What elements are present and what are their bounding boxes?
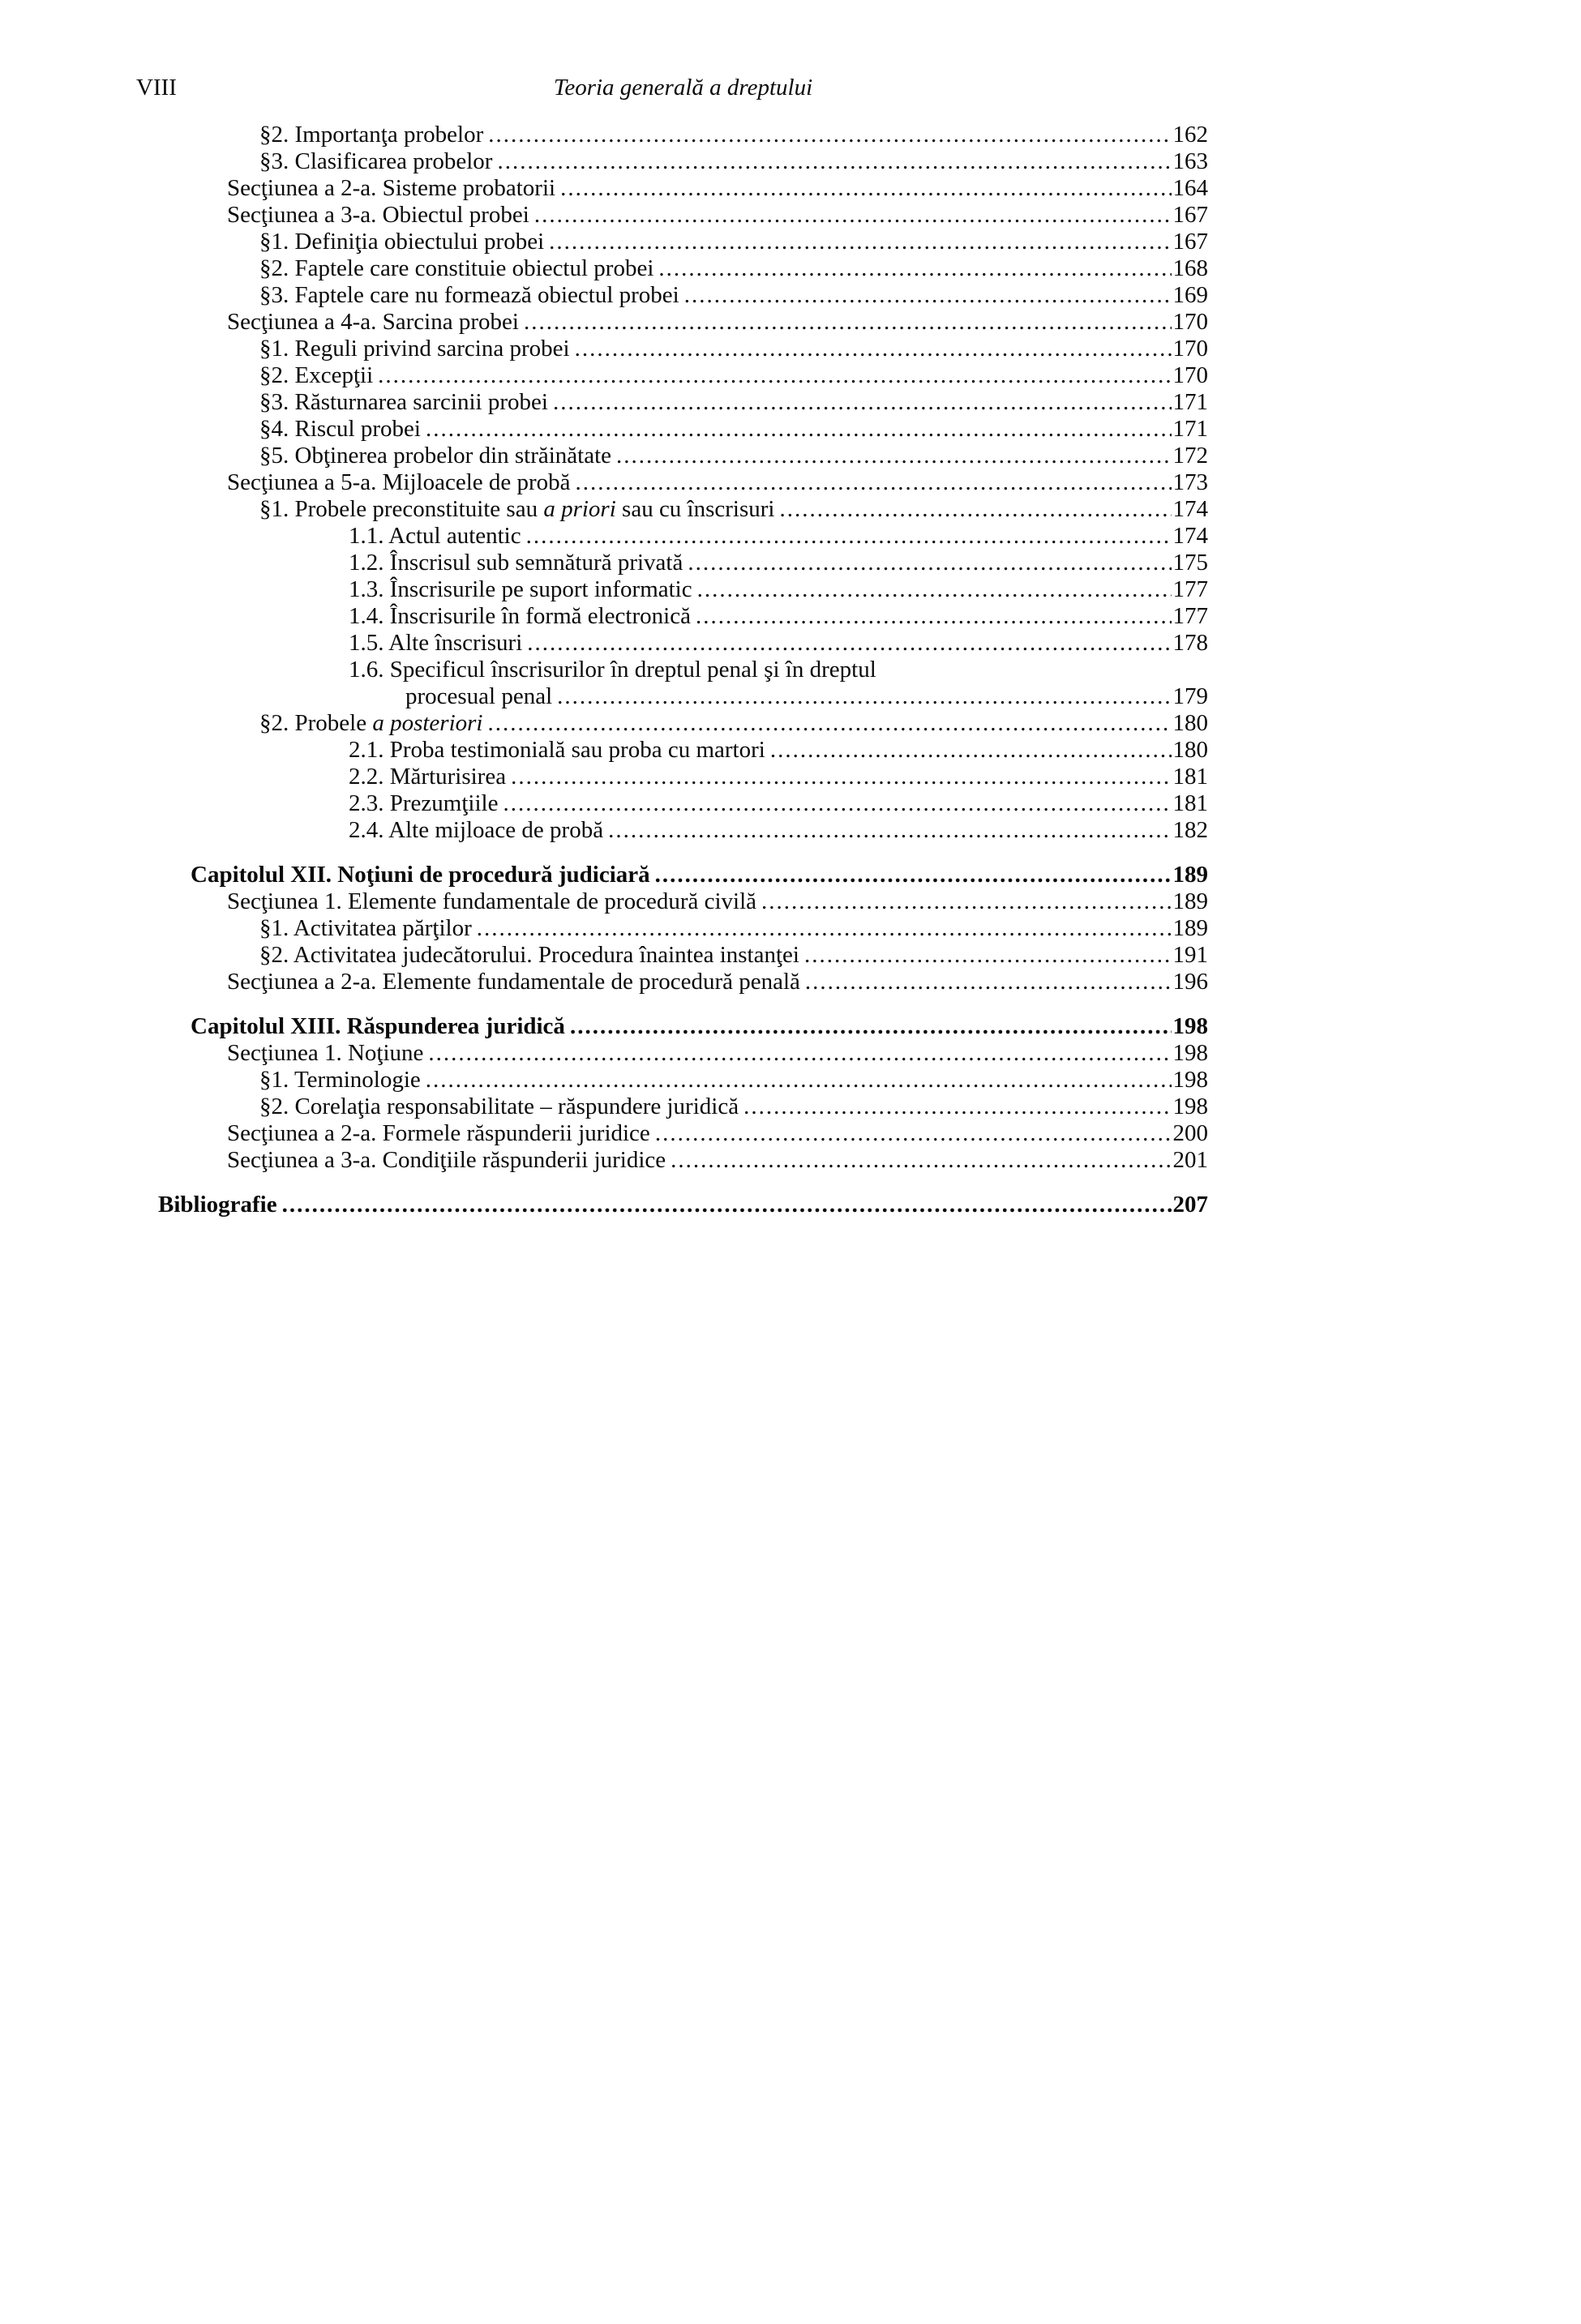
toc-page-number: 201 [1172,1147,1208,1173]
toc-leader-dots [282,1192,1172,1218]
page-header [136,75,1208,109]
toc-entry-title: 2.2. Mărturisirea [349,764,507,790]
toc-page-number: 171 [1172,389,1208,415]
toc-title-italic-segment: a posteriori [372,710,483,736]
toc-entry-title: §3. Răsturnarea sarcinii probei [259,389,548,415]
toc-entry-title: Secţiunea a 5-a. Mijloacele de probă [227,469,571,495]
toc-entry-title: §2. Corelaţia responsabilitate – răspundere juridică [259,1094,739,1119]
toc-entry [158,710,1208,737]
toc-page-number: 196 [1172,969,1208,995]
toc-leader-dots [549,229,1171,255]
toc-entry [158,737,1208,764]
toc-leader-dots [378,362,1171,389]
toc-page-number: 207 [1172,1192,1208,1218]
toc-entry-title: §3. Clasificarea probelor [259,148,493,174]
toc-entry-title: §2. Faptele care constituie obiectul probei [259,255,654,281]
toc-leader-dots [488,710,1172,737]
toc-page-number: 180 [1172,710,1208,736]
toc-entry [158,255,1208,282]
toc-leader-dots [560,175,1171,202]
toc-entry-title: Secţiunea a 2-a. Formele răspunderii juridice [227,1120,650,1146]
toc-entry [158,229,1208,255]
toc-entry-title: 1.5. Alte înscrisuri [349,630,523,656]
toc-leader-dots [805,969,1172,995]
toc-leader-dots [526,523,1172,550]
toc-page-number: 198 [1172,1013,1208,1039]
toc-entry [158,1192,1208,1218]
toc-entry-title: Secţiunea a 3-a. Obiectul probei [227,202,529,228]
toc-page-number: 189 [1172,862,1208,888]
toc-entry [158,469,1208,496]
toc-leader-dots [527,630,1171,657]
toc-page-number: 177 [1172,576,1208,602]
toc-entry-title: 1.2. Înscrisul sub semnătură privată [349,550,683,576]
toc-leader-dots [655,862,1172,888]
toc-entry-title: §2. Excepţii [259,362,374,388]
toc-leader-dots [616,443,1171,469]
toc-leader-dots [608,817,1171,844]
page-number-label: VIII [136,75,177,101]
toc-page-number: 177 [1172,603,1208,629]
toc-entry [158,630,1208,657]
toc-entry [158,362,1208,389]
toc-title-segment: sau cu înscrisuri [615,496,775,522]
toc-leader-dots [426,1067,1172,1094]
toc-entry-title: Bibliografie [158,1192,277,1218]
toc-entry [158,817,1208,844]
toc-title-italic-segment: a priori [543,496,616,522]
toc-leader-dots [655,1120,1172,1147]
toc-leader-dots [553,389,1172,416]
toc-leader-dots [761,888,1171,915]
toc-entry [158,969,1208,995]
toc-entry-title: 1.3. Înscrisurile pe suport informatic [349,576,692,602]
toc-entry-title: 2.1. Proba testimonială sau proba cu martori [349,737,765,763]
toc-entry-title: §1. Definiţia obiectului probei [259,229,545,255]
toc-entry [158,1067,1208,1094]
toc-page-number: 174 [1172,496,1208,522]
toc-page-number: 200 [1172,1120,1208,1146]
toc-leader-dots [503,790,1171,817]
toc-leader-dots [804,942,1172,969]
toc-entry-title: §4. Riscul probei [259,416,421,442]
toc-entry-title: 1.6. Specificul înscrisurilor în dreptul penal şi în dreptul [349,657,876,683]
toc-entry-title: procesual penal [405,683,553,709]
toc-entry [158,496,1208,523]
toc-page-number: 189 [1172,915,1208,941]
toc-page-number: 164 [1172,175,1208,201]
toc-leader-dots [488,122,1171,148]
toc-leader-dots [688,550,1171,576]
toc-entry-title: 2.4. Alte mijloace de probă [349,817,604,843]
toc-page-number: 173 [1172,469,1208,495]
toc-entry-title: Capitolul XII. Noţiuni de procedură judiciară [191,862,650,888]
toc-entry [158,202,1208,229]
toc-leader-dots [743,1094,1171,1120]
toc-leader-dots [780,496,1172,523]
toc-leader-dots [575,336,1172,362]
toc-leader-dots [557,683,1171,710]
toc-page-number: 172 [1172,443,1208,469]
toc-entry-title: Secţiunea 1. Noţiune [227,1040,424,1066]
toc-leader-dots [511,764,1171,790]
toc-title-segment: §2. Probele [259,710,373,736]
toc-entry [158,148,1208,175]
toc-leader-dots [658,255,1171,282]
toc-leader-dots [770,737,1172,764]
toc-page-number: 198 [1172,1067,1208,1093]
toc-entry [158,576,1208,603]
toc-page-number: 167 [1172,202,1208,228]
toc-entry [158,1147,1208,1174]
toc-page-number: 171 [1172,416,1208,442]
toc-entry-title: §1. Terminologie [259,1067,421,1093]
toc-page-number: 181 [1172,764,1208,790]
toc-entry [158,309,1208,336]
toc-leader-dots [428,1040,1171,1067]
toc-entry [158,888,1208,915]
toc-title-segment: §1. Probele preconstituite sau [259,496,544,522]
toc-entry-title: Secţiunea a 3-a. Condiţiile răspunderii juridice [227,1147,666,1173]
toc-entry [158,523,1208,550]
toc-page-number: 198 [1172,1094,1208,1119]
toc-page-number: 181 [1172,790,1208,816]
toc-leader-dots [697,576,1172,603]
toc-page-number: 189 [1172,888,1208,914]
toc-entry [158,336,1208,362]
toc-entry [158,175,1208,202]
toc-page-number: 182 [1172,817,1208,843]
toc-entry [158,282,1208,309]
toc-entry [158,443,1208,469]
toc-entry [158,1040,1208,1067]
toc-page-number: 180 [1172,737,1208,763]
toc-page-number: 162 [1172,122,1208,148]
toc-entry [158,1013,1208,1040]
toc-page-number: 169 [1172,282,1208,308]
toc-page-number: 198 [1172,1040,1208,1066]
toc-entry-title: §1. Activitatea părţilor [259,915,472,941]
toc-entry [158,1094,1208,1120]
toc-entry [158,915,1208,942]
toc-leader-dots [671,1147,1171,1174]
toc-leader-dots [477,915,1172,942]
toc-entry [158,389,1208,416]
toc-leader-dots [534,202,1172,229]
toc-entry-title: 1.4. Înscrisurile în formă electronică [349,603,691,629]
toc-entry-title: 1.1. Actul autentic [349,523,521,549]
toc-entry [158,942,1208,969]
toc-page-number: 174 [1172,523,1208,549]
toc-page-number: 175 [1172,550,1208,576]
toc-entry [158,550,1208,576]
toc-entry-title: §1. Reguli privind sarcina probei [259,336,570,362]
toc-entry-title: §3. Faptele care nu formează obiectul probei [259,282,679,308]
toc-leader-dots [570,1013,1172,1040]
toc-leader-dots [576,469,1172,496]
toc-page-number: 167 [1172,229,1208,255]
toc-page-number: 178 [1172,630,1208,656]
toc-entry [158,862,1208,888]
toc-entry [158,683,1208,710]
toc-entry [158,764,1208,790]
toc-entry [158,790,1208,817]
document-page [0,75,1581,2324]
toc-entry [158,603,1208,630]
toc-leader-dots [524,309,1172,336]
toc-entry-title [259,710,483,737]
toc-leader-dots [497,148,1171,175]
toc-page-number: 179 [1172,683,1208,709]
toc-entry-title: Secţiunea a 4-a. Sarcina probei [227,309,519,335]
toc-entry-title: §2. Importanţa probelor [259,122,484,148]
toc-entry [158,416,1208,443]
toc-entry-title: Capitolul XIII. Răspunderea juridică [191,1013,565,1039]
toc-page-number: 170 [1172,336,1208,362]
toc-leader-dots [696,603,1172,630]
toc-page-number: 170 [1172,309,1208,335]
toc-entry-title [259,496,775,523]
toc-entry-title: §2. Activitatea judecătorului. Procedura înaintea instanţei [259,942,799,968]
toc-entry-line1 [158,657,1208,683]
toc-leader-dots [684,282,1172,309]
toc-entry-title: §5. Obţinerea probelor din străinătate [259,443,612,469]
toc-page-number: 168 [1172,255,1208,281]
toc-entry [158,1120,1208,1147]
toc-page-number: 163 [1172,148,1208,174]
toc-entry [158,122,1208,148]
toc-page-number: 170 [1172,362,1208,388]
toc-entry-title: Secţiunea 1. Elemente fundamentale de procedură civilă [227,888,757,914]
toc-page-number: 191 [1172,942,1208,968]
toc-list [158,122,1208,1218]
toc-entry-title: 2.3. Prezumţiile [349,790,499,816]
toc-entry-title: Secţiunea a 2-a. Sisteme probatorii [227,175,556,201]
running-title: Teoria generală a dreptului [553,75,813,101]
toc-leader-dots [426,416,1172,443]
toc-entry-title: Secţiunea a 2-a. Elemente fundamentale de procedură penală [227,969,800,995]
